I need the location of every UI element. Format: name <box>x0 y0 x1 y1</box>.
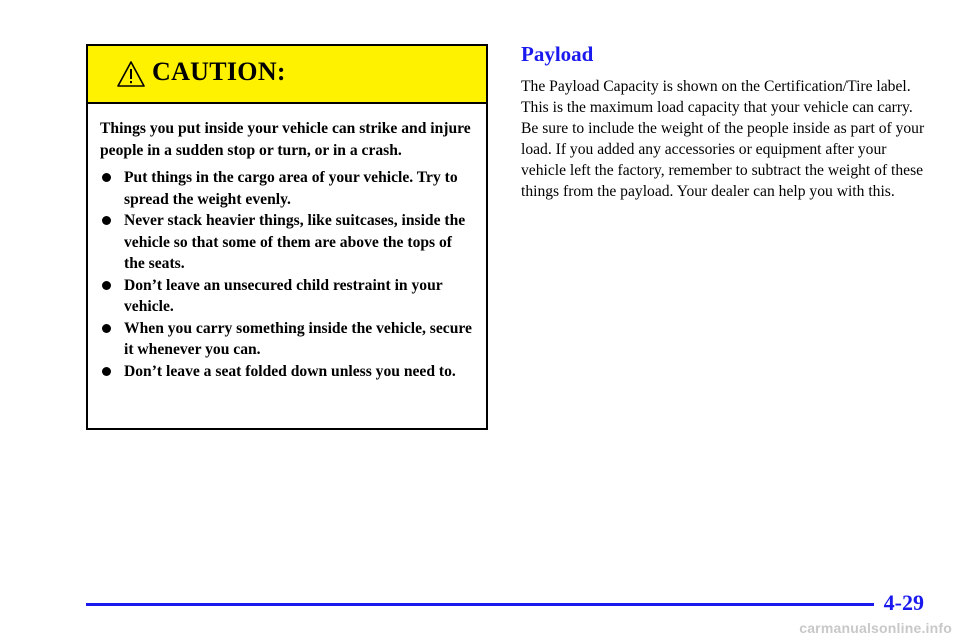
list-item <box>88 275 486 318</box>
caution-box <box>86 44 488 430</box>
section-heading-payload: Payload <box>521 42 594 66</box>
caution-intro: Things you put inside your vehicle can strike and injure people in a sudden stop or turn, or in a crash. <box>100 120 471 159</box>
list-item <box>88 361 486 383</box>
watermark: carmanualsonline.info <box>799 620 952 636</box>
bullet-icon <box>102 216 111 225</box>
footer-rule <box>86 603 874 606</box>
bullet-text: Don’t leave an unsecured child restraint in your vehicle. <box>124 276 443 315</box>
bullet-text: Put things in the cargo area of your vehicle. Try to spread the weight evenly. <box>124 169 458 208</box>
bullet-icon <box>102 173 111 182</box>
bullet-icon <box>102 281 111 290</box>
caution-bullet-list <box>88 167 486 382</box>
caution-title: CAUTION: <box>152 57 286 86</box>
bullet-text: When you carry something inside the vehicle, secure it whenever you can. <box>124 319 472 358</box>
bullet-icon <box>102 367 111 376</box>
list-item <box>88 318 486 361</box>
list-item <box>88 167 486 210</box>
caution-header <box>88 46 486 104</box>
list-item <box>88 210 486 275</box>
bullet-text: Never stack heavier things, like suitcases, inside the vehicle so that some of them are above the tops of the seats. <box>124 212 466 272</box>
page-number: 4-29 <box>883 590 924 615</box>
warning-triangle-icon <box>116 60 146 88</box>
bullet-icon <box>102 324 111 333</box>
bullet-text: Don’t leave a seat folded down unless you need to. <box>124 362 456 380</box>
payload-paragraph: The Payload Capacity is shown on the Certification/Tire label. This is the maximum load capacity that your vehicle can carry. Be sure to include the weight of the people inside as part of your load. If you added any accessories or equipment after your vehicle left the factory, remember to subtract the weight of these things from the payload. Your dealer can help you with this. <box>521 78 925 200</box>
